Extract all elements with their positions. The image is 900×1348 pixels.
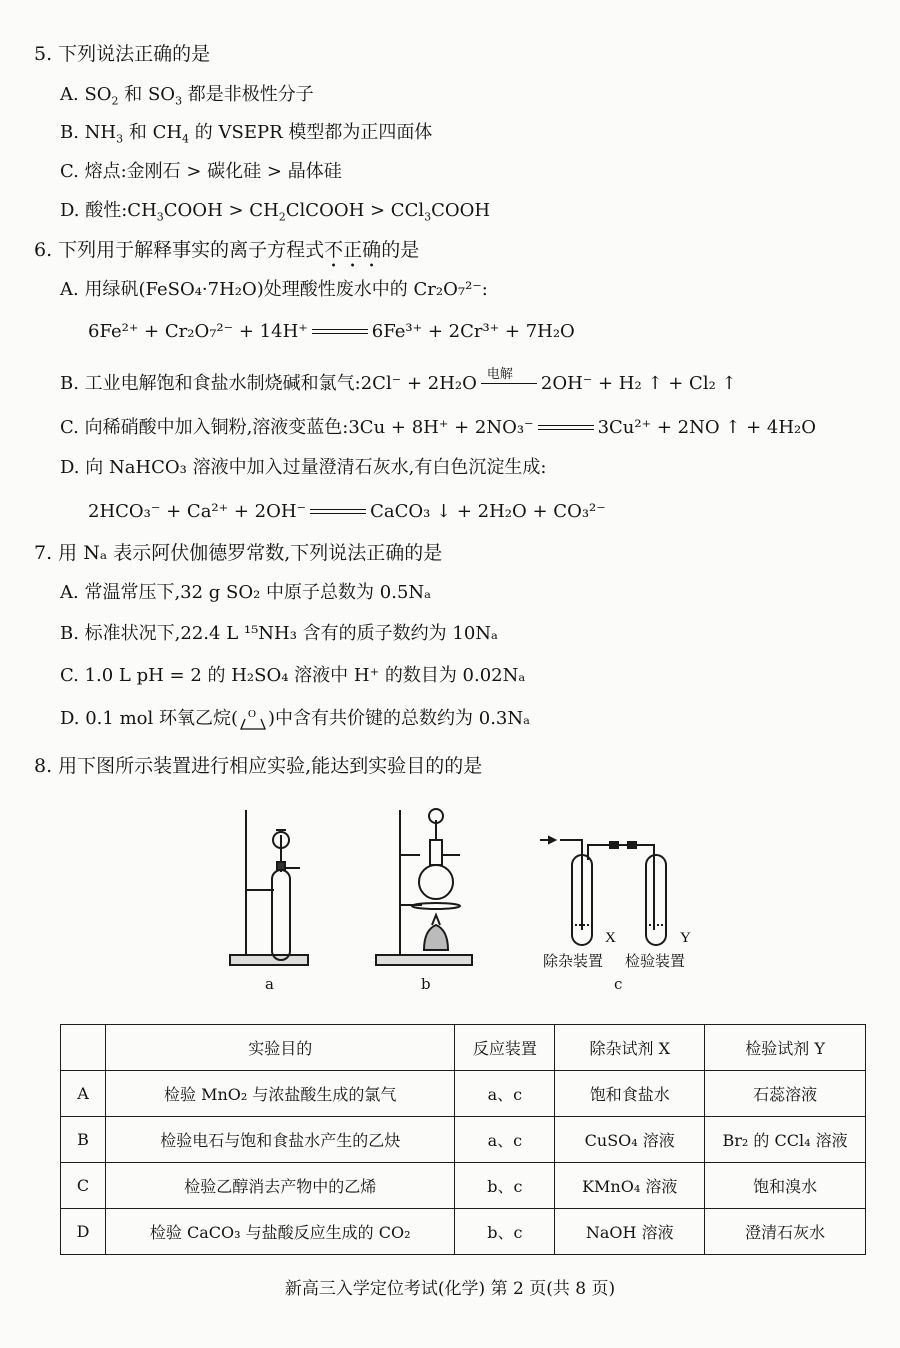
- table-cell: KMnO₄ 溶液: [555, 1163, 705, 1209]
- label-purify-device: 除杂装置: [543, 952, 604, 970]
- table-header: [61, 1025, 106, 1071]
- table-cell: B: [61, 1117, 106, 1163]
- label-y: Y: [680, 930, 691, 946]
- table-cell: a、c: [455, 1117, 555, 1163]
- q5-option-a: A. $SO_2$ 和 $SO_3$ 都是非极性分子: [60, 84, 314, 108]
- epoxide-structure-icon: [238, 707, 268, 731]
- q6-option-b: B. 工业电解饱和食盐水制烧碱和氯气:2Cl⁻ + 2H₂O 电解 2OH⁻ + H₂ ↑ + Cl₂ ↑: [60, 367, 737, 394]
- q6-option-d: D. 向 NaHCO₃ 溶液中加入过量澄清石灰水,有白色沉淀生成:: [60, 457, 547, 478]
- table-header: 检验试剂 Y: [705, 1025, 866, 1071]
- table-header-row: [61, 1025, 866, 1071]
- q6-stem: 6. 下列用于解释事实的离子方程式不正确的是: [34, 239, 420, 261]
- table-cell: D: [61, 1209, 106, 1255]
- q6-option-a: A. 用绿矾(FeSO₄·7H₂O)处理酸性废水中的 Cr₂O₇²⁻:: [60, 279, 488, 300]
- table-cell: b、c: [455, 1163, 555, 1209]
- label-a: a: [265, 975, 274, 993]
- q5-stem: 5. 下列说法正确的是: [34, 43, 211, 65]
- electrolysis-arrow-icon: 电解: [481, 379, 537, 389]
- label-c: c: [614, 975, 623, 993]
- table-cell: 饱和溴水: [705, 1163, 866, 1209]
- q6-option-a-equation: 6Fe²⁺ + Cr₂O₇²⁻ + 14H⁺ 6Fe³⁺ + 2Cr³⁺ + 7H₂O: [88, 321, 575, 342]
- table-row: [61, 1071, 866, 1117]
- equals-arrow-icon: [538, 423, 594, 433]
- table-cell: 检验乙醇消去产物中的乙烯: [105, 1163, 454, 1209]
- table-cell: a、c: [455, 1071, 555, 1117]
- q6-option-c: C. 向稀硝酸中加入铜粉,溶液变蓝色:3Cu + 8H⁺ + 2NO₃⁻ 3Cu²⁺ + 2NO ↑ + 4H₂O: [60, 417, 817, 438]
- emphasis-dots: 不正确: [324, 239, 382, 261]
- q8-stem: 8. 用下图所示装置进行相应实验,能达到实验目的的是: [34, 755, 483, 777]
- table-cell: A: [61, 1071, 106, 1117]
- apparatus-b: [376, 809, 472, 965]
- table-row: [61, 1209, 866, 1255]
- q7-option-d: D. 0.1 mol 环氧乙烷( O )中含有共价键的总数约为 0.3Nₐ: [60, 708, 531, 729]
- table-row: [61, 1117, 866, 1163]
- q7-option-c: C. 1.0 L pH = 2 的 H₂SO₄ 溶液中 H⁺ 的数目为 0.02Nₐ: [60, 665, 526, 686]
- table-cell: 检验 CaCO₃ 与盐酸反应生成的 CO₂: [105, 1209, 454, 1255]
- q7-option-b: B. 标准状况下,22.4 L ¹⁵NH₃ 含有的质子数约为 10Nₐ: [60, 623, 499, 644]
- table-cell: NaOH 溶液: [555, 1209, 705, 1255]
- table-header: 反应装置: [455, 1025, 555, 1071]
- equals-arrow-icon: [310, 507, 366, 517]
- table-row: [61, 1163, 866, 1209]
- table-cell: 澄清石灰水: [705, 1209, 866, 1255]
- label-test-device: 检验装置: [625, 952, 686, 970]
- label-b: b: [421, 975, 431, 993]
- table-cell: CuSO₄ 溶液: [555, 1117, 705, 1163]
- table-cell: Br₂ 的 CCl₄ 溶液: [705, 1117, 866, 1163]
- table-cell: 饱和食盐水: [555, 1071, 705, 1117]
- table-cell: 检验电石与饱和食盐水产生的乙炔: [105, 1117, 454, 1163]
- label-x: X: [605, 930, 616, 946]
- q5-option-b: B. $NH_3$ 和 $CH_4$ 的 VSEPR 模型都为正四面体: [60, 122, 433, 146]
- table-cell: 检验 MnO₂ 与浓盐酸生成的氯气: [105, 1071, 454, 1117]
- equals-arrow-icon: [312, 327, 368, 337]
- q7-option-a: A. 常温常压下,32 g SO₂ 中原子总数为 0.5Nₐ: [60, 582, 432, 603]
- table-header: 实验目的: [105, 1025, 454, 1071]
- table-cell: 石蕊溶液: [705, 1071, 866, 1117]
- q5-option-c: C. 熔点:金刚石 > 碳化硅 > 晶体硅: [60, 161, 342, 182]
- svg-text:O: O: [248, 708, 256, 720]
- table-cell: b、c: [455, 1209, 555, 1255]
- table-header: 除杂试剂 X: [555, 1025, 705, 1071]
- q6-option-d-equation: 2HCO₃⁻ + Ca²⁺ + 2OH⁻ CaCO₃ ↓ + 2H₂O + CO₃²⁻: [88, 501, 606, 522]
- q7-stem: 7. 用 Nₐ 表示阿伏伽德罗常数,下列说法正确的是: [34, 542, 443, 564]
- experiment-table: [60, 1024, 866, 1255]
- apparatus-c: [540, 837, 666, 945]
- apparatus-a: [230, 810, 308, 965]
- page-footer: 新高三入学定位考试(化学) 第 2 页(共 8 页): [284, 1279, 616, 1299]
- table-cell: C: [61, 1163, 106, 1209]
- q5-option-d: D. 酸性$:CH_3COOH$ > $CH_2ClCOOH$ > CCl$_3$COOH: [60, 200, 491, 224]
